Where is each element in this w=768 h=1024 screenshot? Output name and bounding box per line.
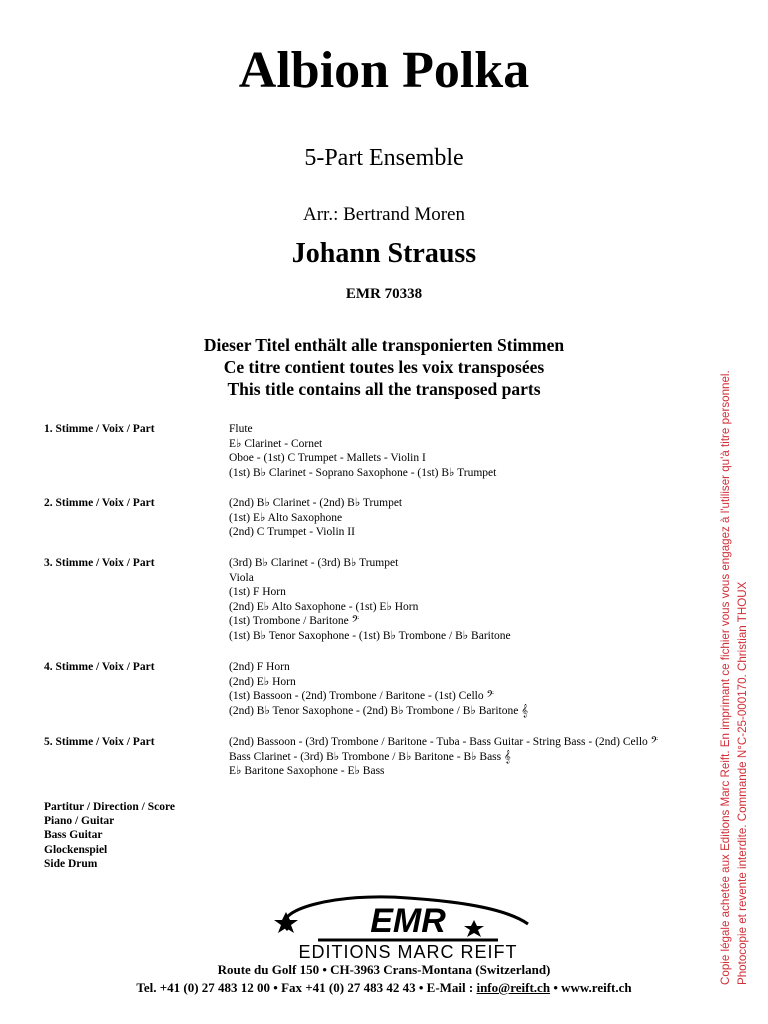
notice-german: Dieser Titel enthält alle transponierten Stimmen [203, 335, 565, 355]
contact-phone-fax: Tel. +41 (0) 27 483 12 00 • Fax +41 (0) 27 483 42 43 • E-Mail : [136, 980, 477, 995]
instrument-line: E♭ Baritone Saxophone - E♭ Bass [229, 765, 385, 777]
instrument-line: (2nd) F Horn [229, 661, 290, 673]
instrument-line: Viola [229, 571, 254, 584]
notice-french: Ce titre contient toutes les voix transposées [223, 357, 545, 377]
part-2-label: 2. Stimme / Voix / Part [44, 497, 155, 509]
extra-part-score: Partitur / Direction / Score [44, 801, 175, 813]
part-4-instruments [229, 660, 528, 718]
instrument-line: (2nd) E♭ Alto Saxophone - (1st) E♭ Horn [229, 600, 419, 613]
extra-part-side-drum: Side Drum [44, 857, 98, 870]
email-link[interactable]: info@reift.ch [476, 980, 551, 995]
instrument-line: (2nd) E♭ Horn [229, 675, 296, 688]
instrument-line: (1st) Bassoon - (2nd) Trombone / Baritone - (1st) Cello 𝄢 [229, 690, 494, 702]
logo-emr-text: EMR [370, 902, 446, 940]
instrument-line: (1st) F Horn [229, 586, 286, 598]
instrument-line: E♭ Clarinet - Cornet [229, 437, 323, 450]
ensemble-subtitle: 5-Part Ensemble [304, 145, 464, 171]
star-icon [464, 920, 484, 937]
publisher-contact [0, 980, 768, 996]
instrument-line: Bass Clarinet - (3rd) B♭ Trombone / B♭ Baritone - B♭ Bass 𝄞 [229, 750, 511, 763]
instrument-line: (3rd) B♭ Clarinet - (3rd) B♭ Trumpet [229, 557, 399, 569]
instrument-line: (1st) B♭ Tenor Saxophone - (1st) B♭ Trombone / B♭ Baritone [229, 629, 511, 642]
part-3-label: 3. Stimme / Voix / Part [44, 557, 155, 569]
instrument-line: (2nd) C Trumpet - Violin II [229, 526, 355, 538]
instrument-line: (1st) B♭ Clarinet - Soprano Saxophone - (1st) B♭ Trumpet [229, 466, 497, 479]
extra-part-piano: Piano / Guitar [44, 815, 115, 828]
license-notice [717, 370, 751, 985]
part-5-instruments [229, 735, 658, 779]
catalog-number: EMR 70338 [345, 286, 423, 302]
instrument-line: Flute [229, 423, 253, 435]
license-notice-line-1: Copie légale achetée aux Editions Marc Reift. En imprimant ce fichier vous vous engagez à l'utiliser qu'à titre personnel. [719, 370, 732, 985]
transposition-notices [0, 334, 768, 400]
extra-part-glockenspiel: Glockenspiel [44, 843, 108, 856]
instrument-line: (2nd) B♭ Tenor Saxophone - (2nd) B♭ Trombone / B♭ Baritone 𝄞 [229, 704, 528, 717]
license-notice-line-2: Photocopie et revente interdite. Commande N°C-25-000170. Christian THOUX [736, 581, 749, 985]
composer: Johann Strauss [291, 238, 477, 269]
publisher-name: EDITIONS MARC REIFT [298, 942, 518, 962]
extra-part-bass-guitar: Bass Guitar [44, 829, 103, 842]
instrument-line: Oboe - (1st) C Trumpet - Mallets - Violin I [229, 452, 426, 464]
arranger: Arr.: Bertrand Moren [303, 204, 465, 225]
publisher-address: Route du Golf 150 • CH-3963 Crans-Montana (Switzerland) [217, 962, 551, 977]
part-1-label: 1. Stimme / Voix / Part [44, 423, 155, 435]
part-2-instruments [229, 496, 402, 540]
part-1-instruments [229, 422, 496, 480]
part-4-label: 4. Stimme / Voix / Part [44, 661, 155, 673]
part-3-instruments [229, 556, 511, 643]
additional-parts [44, 800, 175, 871]
instrument-line: (2nd) B♭ Clarinet - (2nd) B♭ Trumpet [229, 497, 403, 509]
publisher-logo [258, 890, 558, 962]
contact-website: • www.reift.ch [550, 980, 632, 995]
instrument-line: (1st) Trombone / Baritone 𝄢 [229, 615, 360, 627]
score-title: Albion Polka [238, 42, 530, 99]
notice-english: This title contains all the transposed parts [227, 379, 541, 399]
instrument-line: (2nd) Bassoon - (3rd) Trombone / Baritone - Tuba - Bass Guitar - String Bass - (2nd) Cello 𝄢 [229, 736, 659, 748]
instrument-line: (1st) E♭ Alto Saxophone [229, 511, 343, 524]
part-5-label: 5. Stimme / Voix / Part [44, 736, 155, 748]
